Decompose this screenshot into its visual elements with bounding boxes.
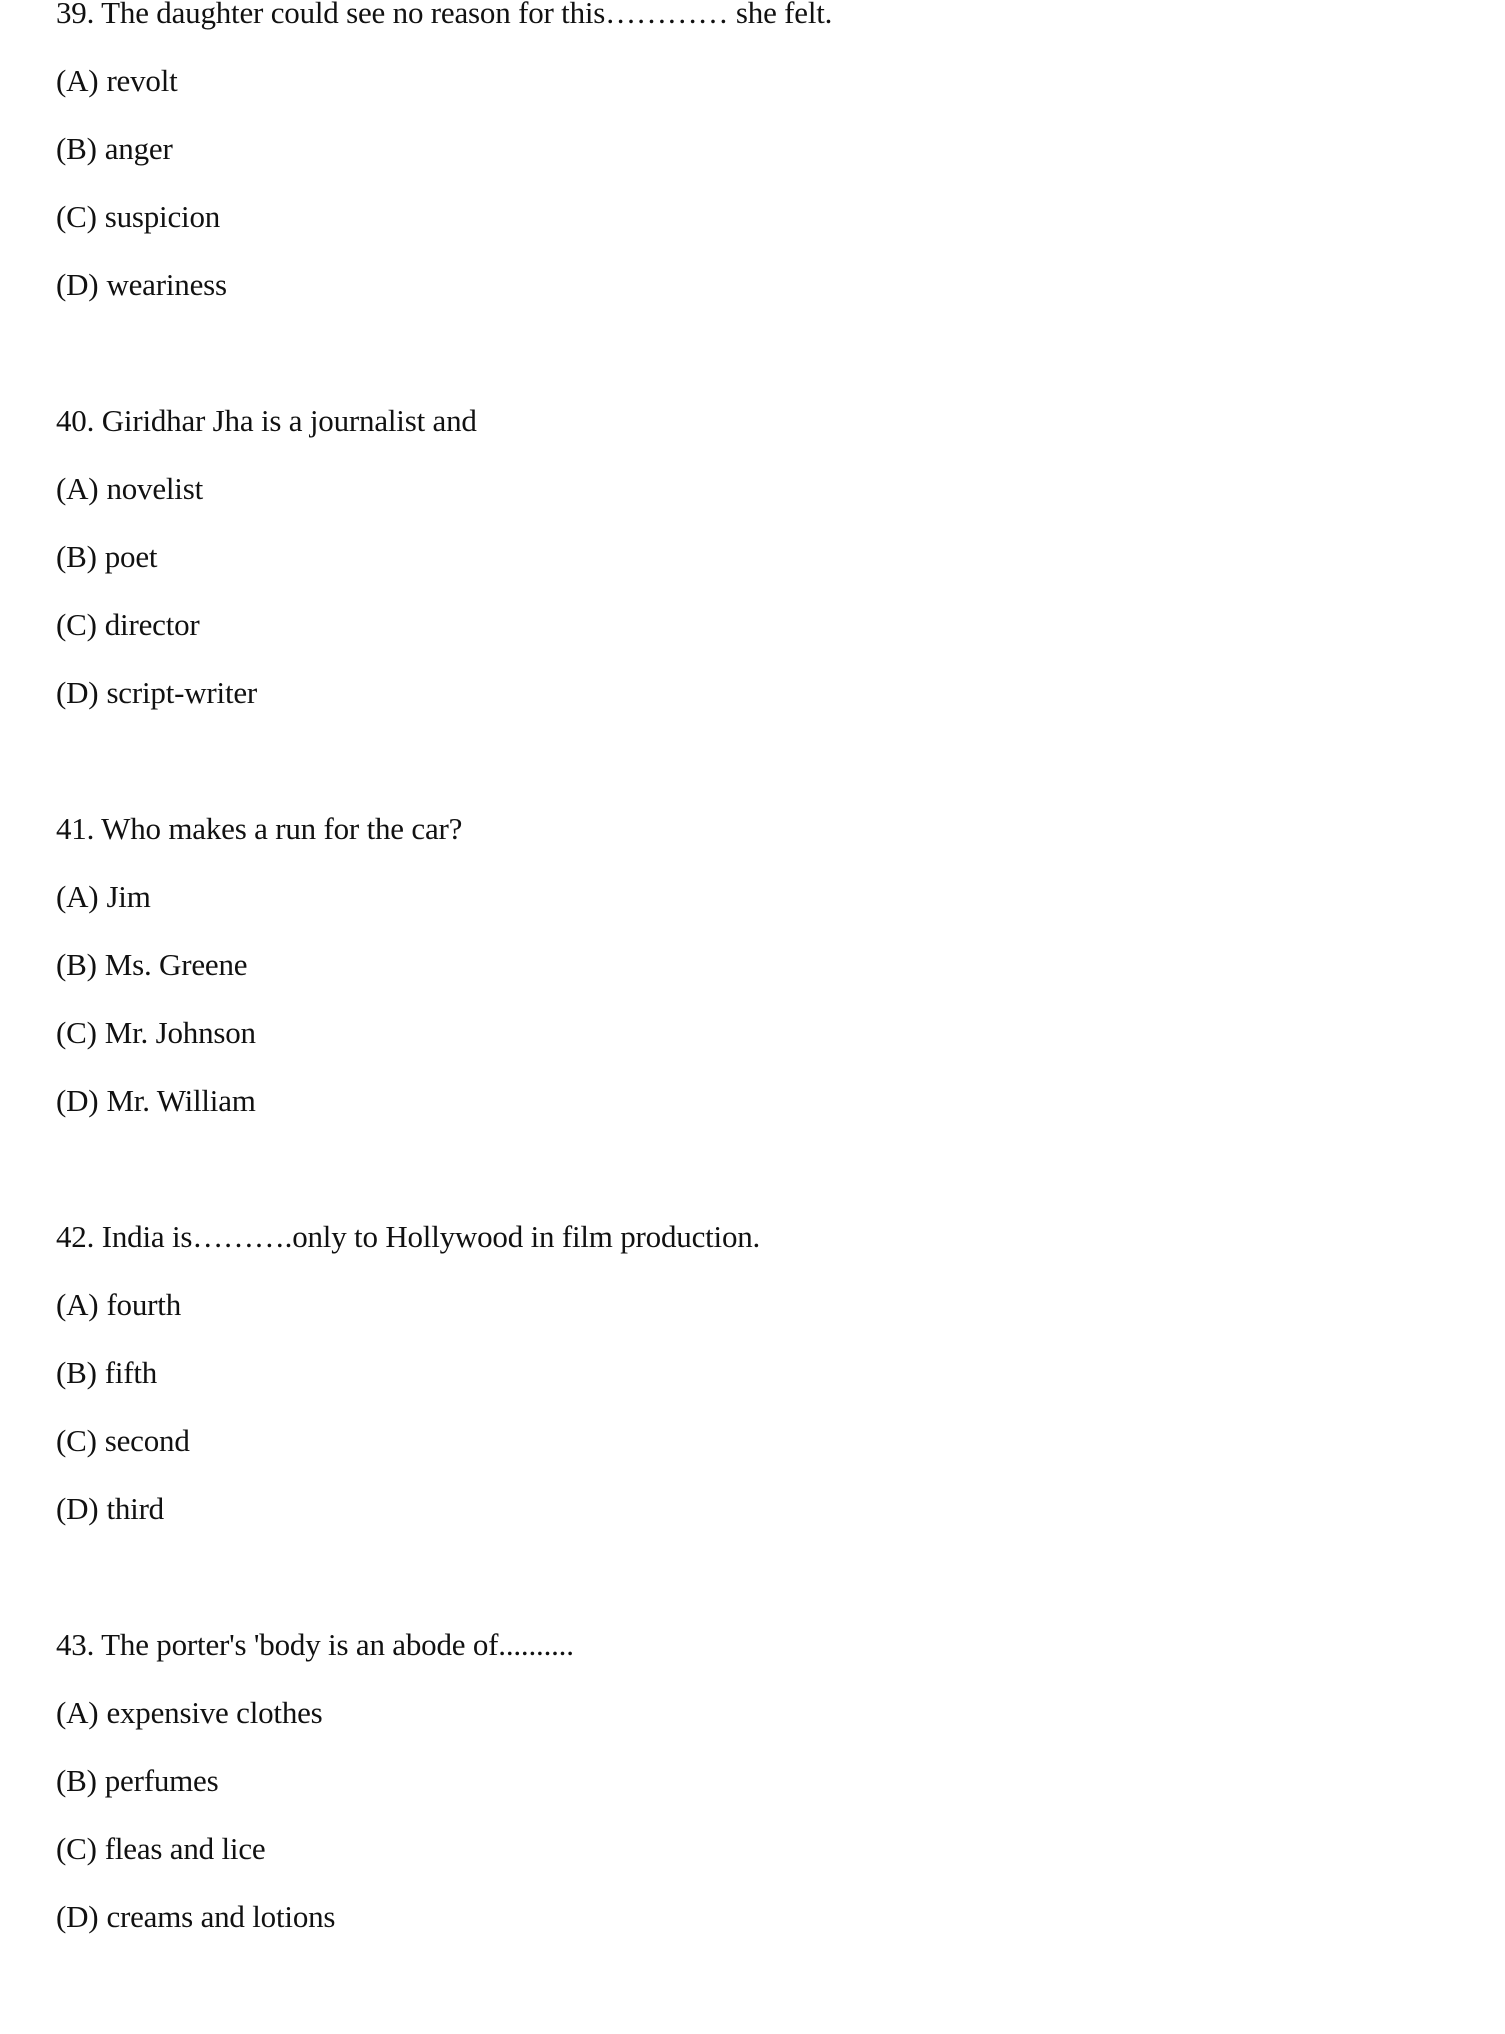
option-a	[56, 1679, 1505, 1747]
option-b	[56, 523, 1505, 591]
option-letter: (A)	[56, 63, 99, 98]
option-text: Mr. Johnson	[104, 1015, 256, 1050]
option-text: fourth	[106, 1287, 181, 1322]
option-d	[56, 659, 1505, 727]
question-39	[56, 0, 1505, 319]
question-text: Who makes a run for the car?	[101, 811, 463, 846]
option-letter: (C)	[56, 1831, 97, 1866]
option-text: fleas and lice	[104, 1831, 266, 1866]
question-stem	[56, 387, 1505, 455]
option-d	[56, 1067, 1505, 1135]
question-number: 42.	[56, 1219, 95, 1254]
question-number: 40.	[56, 403, 95, 438]
question-text: Giridhar Jha is a journalist and	[101, 403, 477, 438]
question-43	[56, 1611, 1505, 1951]
option-d	[56, 1475, 1505, 1543]
option-letter: (D)	[56, 1083, 99, 1118]
option-letter: (C)	[56, 607, 97, 642]
question-text: The porter's 'body is an abode of..........	[101, 1627, 574, 1662]
question-stem	[56, 0, 1505, 47]
option-letter: (A)	[56, 1287, 99, 1322]
option-letter: (C)	[56, 1015, 97, 1050]
option-letter: (D)	[56, 1491, 99, 1526]
option-letter: (C)	[56, 1423, 97, 1458]
option-text: poet	[104, 539, 158, 574]
option-text: weariness	[106, 267, 227, 302]
option-b	[56, 115, 1505, 183]
question-40	[56, 387, 1505, 727]
option-letter: (B)	[56, 1763, 97, 1798]
option-b	[56, 1747, 1505, 1815]
option-text: Jim	[106, 879, 151, 914]
option-c	[56, 1407, 1505, 1475]
option-text: creams and lotions	[106, 1899, 336, 1934]
option-letter: (A)	[56, 471, 99, 506]
option-letter: (A)	[56, 1695, 99, 1730]
question-stem	[56, 1611, 1505, 1679]
option-text: fifth	[104, 1355, 158, 1390]
option-letter: (A)	[56, 879, 99, 914]
option-a	[56, 1271, 1505, 1339]
option-letter: (B)	[56, 131, 97, 166]
option-c	[56, 999, 1505, 1067]
question-text: The daughter could see no reason for this………… she felt.	[101, 0, 833, 30]
option-text: novelist	[106, 471, 203, 506]
option-a	[56, 47, 1505, 115]
option-text: third	[106, 1491, 164, 1526]
option-letter: (D)	[56, 675, 99, 710]
option-text: Mr. William	[106, 1083, 256, 1118]
option-letter: (B)	[56, 947, 97, 982]
option-letter: (C)	[56, 199, 97, 234]
option-text: anger	[104, 131, 173, 166]
option-c	[56, 1815, 1505, 1883]
option-text: script-writer	[106, 675, 258, 710]
question-number: 41.	[56, 811, 95, 846]
option-letter: (B)	[56, 539, 97, 574]
option-letter: (D)	[56, 267, 99, 302]
question-number: 39.	[56, 0, 95, 30]
option-text: director	[104, 607, 200, 642]
question-41	[56, 795, 1505, 1135]
option-b	[56, 931, 1505, 999]
option-a	[56, 863, 1505, 931]
option-text: suspicion	[104, 199, 221, 234]
option-letter: (B)	[56, 1355, 97, 1390]
option-d	[56, 251, 1505, 319]
question-42	[56, 1203, 1505, 1543]
option-c	[56, 591, 1505, 659]
option-text: revolt	[106, 63, 178, 98]
question-number: 43.	[56, 1627, 95, 1662]
question-stem	[56, 1203, 1505, 1271]
option-d	[56, 1883, 1505, 1951]
option-text: second	[104, 1423, 190, 1458]
question-sheet	[56, 0, 1505, 2019]
option-b	[56, 1339, 1505, 1407]
option-text: perfumes	[104, 1763, 219, 1798]
option-text: Ms. Greene	[104, 947, 248, 982]
option-c	[56, 183, 1505, 251]
question-stem	[56, 795, 1505, 863]
option-letter: (D)	[56, 1899, 99, 1934]
option-a	[56, 455, 1505, 523]
question-text: India is……….only to Hollywood in film production.	[101, 1219, 761, 1254]
option-text: expensive clothes	[106, 1695, 323, 1730]
